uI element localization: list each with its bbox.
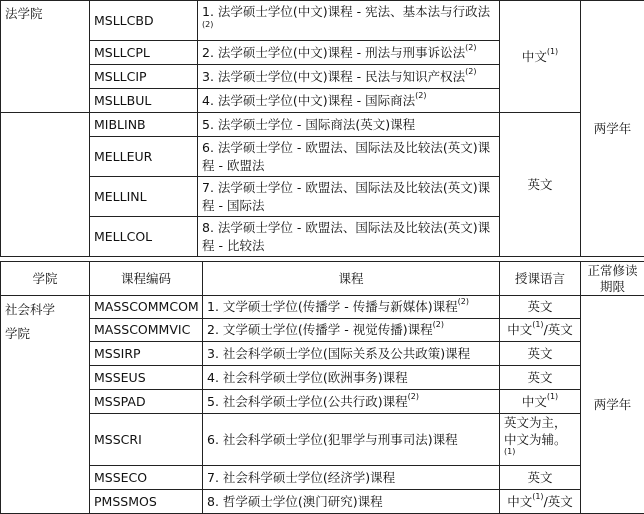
language-text: 中文 xyxy=(522,394,547,409)
course-name: 8. 法学硕士学位 - 欧盟法、国际法及比较法(英文)课程 - 比较法 xyxy=(198,217,500,257)
language-cell: 英文 xyxy=(500,342,581,366)
footnote-mark: (1) xyxy=(547,392,558,401)
header-duration-line2: 期限 xyxy=(600,279,625,294)
footnote-mark: (2) xyxy=(465,67,476,76)
header-row xyxy=(1,262,644,296)
language-text-secondary: 中文为辅。 xyxy=(504,432,567,447)
language-cell xyxy=(500,319,581,342)
footnote-mark: (2) xyxy=(433,320,444,329)
course-code: MELLINL xyxy=(90,177,198,217)
course-code: PMSSMOS xyxy=(90,490,203,514)
header-duration xyxy=(581,262,644,296)
course-code: MSLLCIP xyxy=(90,65,198,89)
header-duration-line1: 正常修读 xyxy=(587,263,637,278)
course-code: MSSPAD xyxy=(90,390,203,414)
course-name: 6. 社会科学硕士学位(犯罪学与刑事司法)课程 xyxy=(203,414,500,466)
table-row xyxy=(1,414,644,466)
faculty-name: 法学院 xyxy=(5,6,43,21)
course-text: 3. 法学硕士学位(中文)课程 - 民法与知识产权法 xyxy=(202,69,465,84)
duration-cell: 两学年 xyxy=(581,1,644,257)
language-cell: 英文 xyxy=(500,113,581,257)
course-name xyxy=(198,113,500,137)
footnote-mark: (2) xyxy=(415,91,426,100)
course-text: 2. 法学硕士学位(中文)课程 - 刑法与刑事诉讼法 xyxy=(202,45,465,60)
table-row xyxy=(1,319,644,342)
footnote-mark: (2) xyxy=(465,43,476,52)
course-text: 1. 法学硕士学位(中文)课程 - 宪法、基本法与行政法 xyxy=(202,4,490,19)
course-name xyxy=(203,390,500,414)
course-code: MSLLCBD xyxy=(90,1,198,41)
footnote-mark: (2) xyxy=(202,20,213,29)
faculty-cell-empty xyxy=(1,113,90,257)
faculty-name-line1: 社会科学 xyxy=(5,302,55,317)
course-code: MSSEUS xyxy=(90,366,203,390)
language-text: 中文 xyxy=(507,494,532,509)
course-text: 4. 法学硕士学位(中文)课程 - 国际商法 xyxy=(202,93,415,108)
language-cell: 英文 xyxy=(500,466,581,490)
course-name xyxy=(198,89,500,113)
course-text: 5. 法学硕士学位 - 国际商法(英文)课程 xyxy=(202,117,415,132)
language-text-secondary: /英文 xyxy=(544,322,573,337)
course-name xyxy=(203,296,500,319)
course-code: MASSCOMMCOM xyxy=(90,296,203,319)
footnote-mark: (1) xyxy=(504,447,515,456)
course-name: 8. 哲学硕士学位(澳门研究)课程 xyxy=(203,490,500,514)
course-code: MASSCOMMVIC xyxy=(90,319,203,342)
course-text: 5. 社会科学硕士学位(公共行政)课程 xyxy=(207,394,408,409)
footnote-mark: (1) xyxy=(532,492,543,501)
footnote-mark: (1) xyxy=(532,320,543,329)
course-code: MSLLCPL xyxy=(90,41,198,65)
duration-cell: 两学年 xyxy=(581,296,644,514)
footnote-mark: (2) xyxy=(458,297,469,306)
course-name xyxy=(198,65,500,89)
table-row xyxy=(1,466,644,490)
course-text: 2. 文学硕士学位(传播学 - 视觉传播)课程 xyxy=(207,322,433,337)
language-cell xyxy=(500,490,581,514)
faculty-cell xyxy=(1,296,90,514)
header-language: 授课语言 xyxy=(500,262,581,296)
table-row xyxy=(1,490,644,514)
course-name xyxy=(203,319,500,342)
course-code: MIBLINB xyxy=(90,113,198,137)
course-name: 7. 法学硕士学位 - 欧盟法、国际法及比较法(英文)课程 - 国际法 xyxy=(198,177,500,217)
language-cell xyxy=(500,390,581,414)
table-row xyxy=(1,342,644,366)
header-course: 课程 xyxy=(203,262,500,296)
table-row xyxy=(1,390,644,414)
language-cell xyxy=(500,414,581,466)
course-name: 3. 社会科学硕士学位(国际关系及公共政策)课程 xyxy=(203,342,500,366)
course-code: MSSECO xyxy=(90,466,203,490)
faculty-name-line2: 学院 xyxy=(5,326,30,341)
course-name xyxy=(198,1,500,41)
language-text: 中文 xyxy=(522,49,547,64)
table-row xyxy=(1,1,644,41)
course-code: MELLEUR xyxy=(90,137,198,177)
table-row xyxy=(1,113,644,137)
footnote-mark: (2) xyxy=(408,392,419,401)
course-name: 7. 社会科学硕士学位(经济学)课程 xyxy=(203,466,500,490)
course-code: MSSIRP xyxy=(90,342,203,366)
course-code: MSLLBUL xyxy=(90,89,198,113)
table-row xyxy=(1,296,644,319)
language-text: 中文 xyxy=(507,322,532,337)
language-cell: 英文 xyxy=(500,366,581,390)
course-name xyxy=(198,41,500,65)
language-cell xyxy=(500,1,581,113)
language-text-secondary: /英文 xyxy=(544,494,573,509)
footnote-mark: (1) xyxy=(547,47,558,56)
course-text: 1. 文学硕士学位(传播学 - 传播与新媒体)课程 xyxy=(207,299,458,314)
language-text: 英文为主， xyxy=(504,415,567,430)
faculty-cell xyxy=(1,1,90,113)
language-cell: 英文 xyxy=(500,296,581,319)
course-name: 6. 法学硕士学位 - 欧盟法、国际法及比较法(英文)课程 - 欧盟法 xyxy=(198,137,500,177)
table-row xyxy=(1,366,644,390)
course-name: 4. 社会科学硕士学位(欧洲事务)课程 xyxy=(203,366,500,390)
social-science-table xyxy=(0,261,644,514)
course-code: MELLCOL xyxy=(90,217,198,257)
header-code: 课程编码 xyxy=(90,262,203,296)
course-code: MSSCRI xyxy=(90,414,203,466)
header-faculty: 学院 xyxy=(1,262,90,296)
